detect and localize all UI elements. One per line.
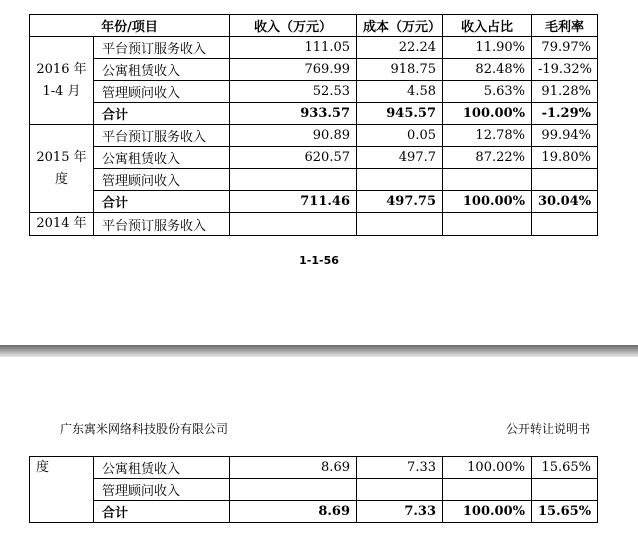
item-cell: 平台预订服务收入 — [94, 37, 230, 59]
cost-cell: 918.75 — [357, 59, 443, 81]
margin-cell: 79.97% — [532, 37, 598, 59]
margin-cell — [532, 169, 598, 191]
margin-cell — [532, 213, 598, 236]
total-row — [30, 191, 598, 213]
margin-cell — [532, 479, 598, 501]
cost-cell: 945.57 — [357, 103, 443, 125]
cost-cell — [357, 213, 443, 236]
revenue-cell: 620.57 — [230, 147, 357, 169]
share-cell: 100.00% — [443, 457, 532, 479]
revenue-cell: 711.46 — [230, 191, 357, 213]
item-cell: 管理顾问收入 — [94, 169, 230, 191]
cost-cell: 7.33 — [357, 457, 443, 479]
item-cell: 平台预订服务收入 — [94, 213, 230, 236]
share-cell: 100.00% — [443, 501, 532, 523]
revenue-cell — [230, 213, 357, 236]
revenue-cell — [230, 479, 357, 501]
table-row — [30, 37, 598, 59]
share-cell: 5.63% — [443, 81, 532, 103]
year-cell-2015: 2015 年度 — [30, 125, 94, 213]
margin-cell: 30.04% — [532, 191, 598, 213]
share-cell: 82.48% — [443, 59, 532, 81]
share-cell — [443, 169, 532, 191]
item-cell: 管理顾问收入 — [94, 81, 230, 103]
cost-cell: 497.75 — [357, 191, 443, 213]
year-cell-2014: 2014 年 — [30, 213, 94, 236]
cost-cell: 4.58 — [357, 81, 443, 103]
table-row — [30, 169, 598, 191]
page-separator — [0, 345, 638, 357]
revenue-cell: 52.53 — [230, 81, 357, 103]
header-year-item: 年份/项目 — [30, 15, 230, 37]
table-row — [30, 479, 598, 501]
table-row — [30, 213, 598, 236]
item-cell: 合计 — [94, 103, 230, 125]
item-cell: 合计 — [94, 501, 230, 523]
total-row — [30, 103, 598, 125]
revenue-table-top — [29, 14, 598, 236]
revenue-table-bottom — [29, 456, 598, 523]
table-row — [30, 457, 598, 479]
table-row — [30, 59, 598, 81]
margin-cell: 91.28% — [532, 81, 598, 103]
item-cell: 公寓租赁收入 — [94, 147, 230, 169]
margin-cell: -19.32% — [532, 59, 598, 81]
item-cell: 平台预订服务收入 — [94, 125, 230, 147]
header-cost: 成本（万元） — [357, 15, 443, 37]
header-margin: 毛利率 — [532, 15, 598, 37]
item-cell: 公寓租赁收入 — [94, 457, 230, 479]
revenue-cell: 111.05 — [230, 37, 357, 59]
margin-cell: 15.65% — [532, 457, 598, 479]
table-row — [30, 125, 598, 147]
revenue-cell — [230, 169, 357, 191]
header-revenue: 收入（万元） — [230, 15, 357, 37]
revenue-cell: 8.69 — [230, 457, 357, 479]
item-cell: 管理顾问收入 — [94, 479, 230, 501]
table-row — [30, 147, 598, 169]
document-type: 公开转让说明书 — [505, 422, 590, 436]
year-cell-2016: 2016 年 1-4 月 — [30, 37, 94, 125]
cost-cell: 497.7 — [357, 147, 443, 169]
cost-cell — [357, 169, 443, 191]
header-share: 收入占比 — [443, 15, 532, 37]
year-cell-continued: 度 — [30, 457, 94, 523]
cost-cell: 7.33 — [357, 501, 443, 523]
share-cell: 11.90% — [443, 37, 532, 59]
margin-cell: -1.29% — [532, 103, 598, 125]
item-cell: 公寓租赁收入 — [94, 59, 230, 81]
revenue-cell: 8.69 — [230, 501, 357, 523]
table-row — [30, 81, 598, 103]
total-row — [30, 501, 598, 523]
margin-cell: 99.94% — [532, 125, 598, 147]
share-cell — [443, 213, 532, 236]
cost-cell: 0.05 — [357, 125, 443, 147]
cost-cell — [357, 479, 443, 501]
company-name: 广东寓米网络科技股份有限公司 — [60, 422, 229, 436]
margin-cell: 15.65% — [532, 501, 598, 523]
share-cell — [443, 479, 532, 501]
share-cell: 87.22% — [443, 147, 532, 169]
page-number: 1-1-56 — [299, 254, 339, 267]
item-cell: 合计 — [94, 191, 230, 213]
running-header — [60, 420, 590, 437]
share-cell: 12.78% — [443, 125, 532, 147]
table-header-row — [30, 15, 598, 37]
margin-cell: 19.80% — [532, 147, 598, 169]
revenue-cell: 90.89 — [230, 125, 357, 147]
revenue-cell: 769.99 — [230, 59, 357, 81]
cost-cell: 22.24 — [357, 37, 443, 59]
share-cell: 100.00% — [443, 103, 532, 125]
share-cell: 100.00% — [443, 191, 532, 213]
revenue-cell: 933.57 — [230, 103, 357, 125]
